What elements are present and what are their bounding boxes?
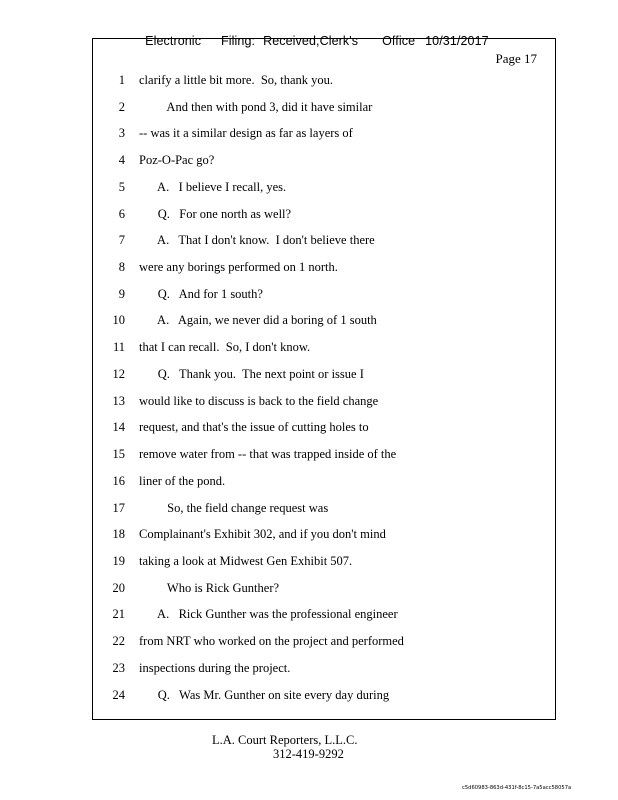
line-number: 9 xyxy=(118,286,125,301)
line-text: Poz-O-Pac go? xyxy=(139,153,215,168)
line-text: -- was it a similar design as far as layers of xyxy=(139,126,353,141)
line-text: remove water from -- that was trapped inside of the xyxy=(139,447,397,462)
line-text: Who is Rick Gunther? xyxy=(139,580,280,595)
transcript-line xyxy=(93,207,533,227)
line-number: 7 xyxy=(118,233,125,248)
line-text: request, and that's the issue of cutting holes to xyxy=(139,420,369,435)
document-id: c5d60983-863d-431f-8c15-7a5acc58057a xyxy=(462,785,572,791)
header-date: 10/31/2017 xyxy=(425,34,489,48)
line-number: 2 xyxy=(118,99,125,114)
line-text: A. That I don't know. I don't believe there xyxy=(139,233,375,248)
header-received: Received,Clerk's xyxy=(263,34,359,48)
transcript-line xyxy=(93,313,533,333)
line-text: So, the field change request was xyxy=(139,500,329,515)
line-number: 4 xyxy=(118,153,125,168)
line-text: And then with pond 3, did it have similar xyxy=(139,99,373,114)
transcript-line xyxy=(93,126,533,146)
line-number: 11 xyxy=(112,340,125,355)
line-number: 19 xyxy=(112,553,125,568)
transcript-line xyxy=(93,688,533,708)
line-number: 15 xyxy=(112,447,125,462)
line-number: 5 xyxy=(118,179,125,194)
transcript-line xyxy=(93,474,533,494)
line-number: 21 xyxy=(112,607,125,622)
line-text: Q. Was Mr. Gunther on site every day during xyxy=(139,687,390,702)
line-text: that I can recall. So, I don't know. xyxy=(139,340,311,355)
line-number: 22 xyxy=(112,634,125,649)
line-text: Q. Thank you. The next point or issue I xyxy=(139,366,364,381)
line-text: taking a look at Midwest Gen Exhibit 507. xyxy=(139,553,353,568)
transcript-line xyxy=(93,260,533,280)
line-text: would like to discuss is back to the field change xyxy=(139,393,379,408)
line-number: 20 xyxy=(112,580,125,595)
line-text: Complainant's Exhibit 302, and if you don't mind xyxy=(139,527,386,542)
page-number: Page 17 xyxy=(495,51,537,66)
line-text: Q. For one north as well? xyxy=(139,206,292,221)
line-number: 16 xyxy=(112,473,125,488)
transcript-line xyxy=(93,287,533,307)
line-number: 23 xyxy=(112,660,125,675)
line-number: 17 xyxy=(112,500,125,515)
transcript-line xyxy=(93,634,533,654)
transcript-line xyxy=(93,501,533,521)
transcript-line xyxy=(93,233,533,253)
transcript-line xyxy=(93,153,533,173)
line-text: inspections during the project. xyxy=(139,660,291,675)
transcript-line xyxy=(93,420,533,440)
line-text: A. I believe I recall, yes. xyxy=(139,179,287,194)
transcript-line xyxy=(93,661,533,681)
line-number: 24 xyxy=(112,687,125,702)
header-electronic: Electronic xyxy=(145,34,202,48)
footer-company: L.A. Court Reporters, L.L.C. xyxy=(212,733,358,747)
transcript-line xyxy=(93,527,533,547)
transcript-line xyxy=(93,367,533,387)
line-number: 18 xyxy=(112,527,125,542)
transcript-line xyxy=(93,73,533,93)
transcript-line xyxy=(93,340,533,360)
transcript-line xyxy=(93,394,533,414)
line-text: were any borings performed on 1 north. xyxy=(139,260,338,275)
line-text: Q. And for 1 south? xyxy=(139,286,263,301)
transcript-line xyxy=(93,447,533,467)
line-number: 14 xyxy=(112,420,125,435)
header-office: Office xyxy=(382,34,416,48)
line-number: 13 xyxy=(112,393,125,408)
line-number: 8 xyxy=(118,260,125,275)
transcript-line xyxy=(93,180,533,200)
line-text: A. Again, we never did a boring of 1 south xyxy=(139,313,377,328)
transcript-line xyxy=(93,607,533,627)
line-text: liner of the pond. xyxy=(139,473,226,488)
line-number: 1 xyxy=(118,73,125,87)
line-number: 12 xyxy=(112,366,125,381)
line-number: 10 xyxy=(112,313,125,328)
line-text: clarify a little bit more. So, thank you. xyxy=(139,73,334,87)
footer-phone: 312-419-9292 xyxy=(273,747,344,761)
line-text: from NRT who worked on the project and performed xyxy=(139,634,404,649)
header-filing: Filing: xyxy=(221,34,256,48)
transcript-line xyxy=(93,581,533,601)
line-number: 6 xyxy=(118,206,125,221)
transcript-line xyxy=(93,100,533,120)
transcript-line xyxy=(93,554,533,574)
line-number: 3 xyxy=(118,126,125,141)
transcript-page xyxy=(92,38,556,720)
line-text: A. Rick Gunther was the professional engineer xyxy=(139,607,398,622)
